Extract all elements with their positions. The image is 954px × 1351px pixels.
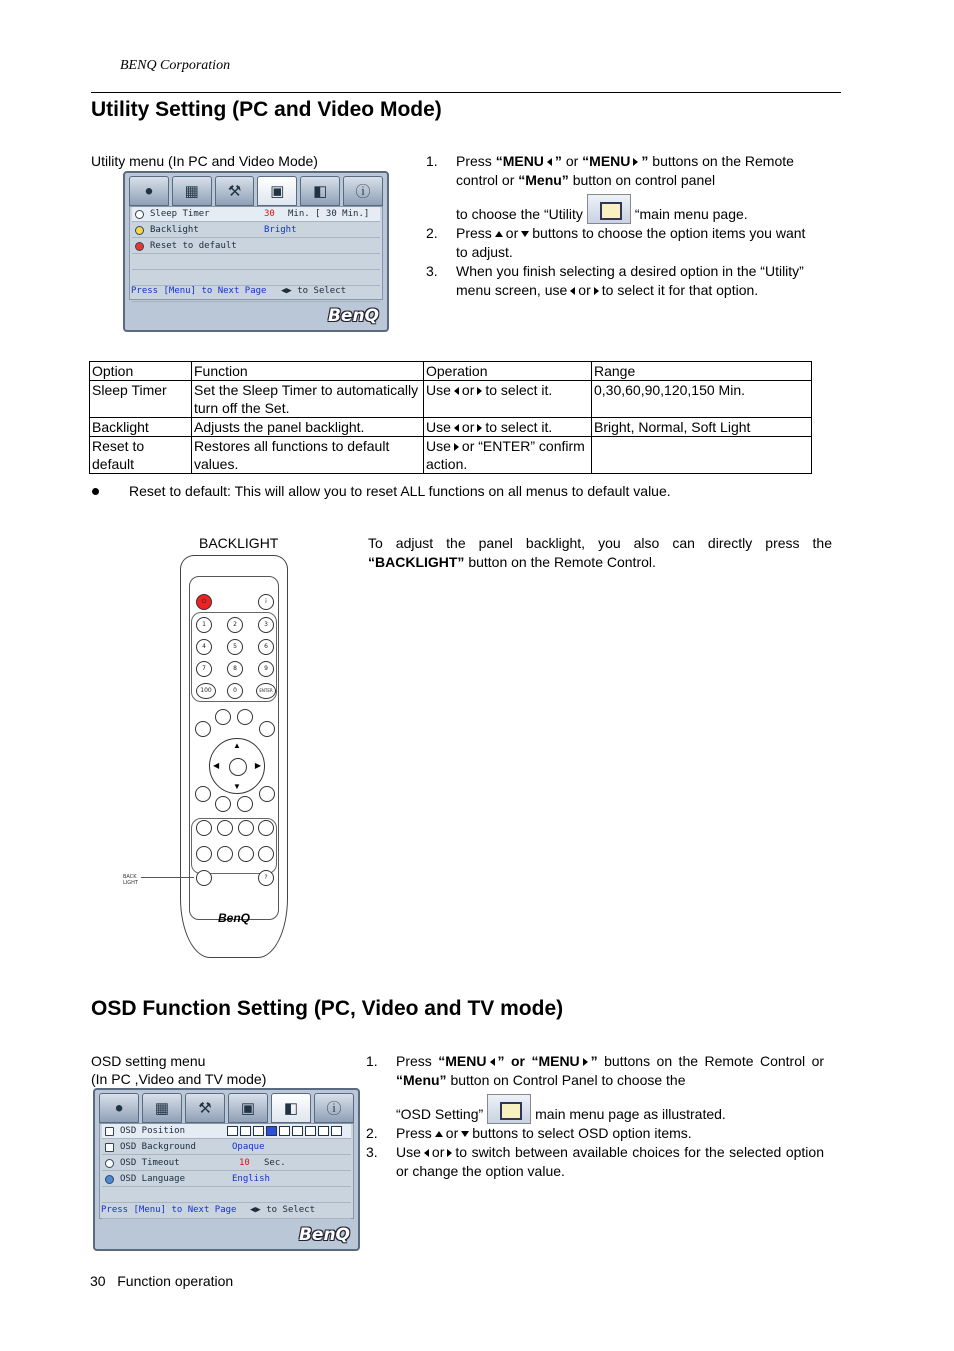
ch-up-button[interactable] — [195, 786, 211, 802]
background-icon — [105, 1143, 114, 1152]
color-icon: ● — [144, 182, 154, 200]
func-button-5[interactable] — [196, 846, 212, 862]
osd-row-empty — [102, 1188, 351, 1203]
callout-leader-line — [141, 877, 194, 878]
step-text: to switch between available choices for the selected option or change the option value. — [396, 1144, 824, 1179]
tab-color[interactable] — [99, 1093, 139, 1123]
up-arrow-icon — [435, 1131, 443, 1137]
osd-row-backlight[interactable] — [132, 223, 380, 238]
cell-text: Use — [426, 382, 451, 398]
osd-row-sleep-timer[interactable] — [132, 207, 380, 222]
left-arrow-icon — [570, 287, 575, 295]
adjust-icon: ⚒ — [198, 1100, 212, 1117]
header-rule — [91, 92, 841, 93]
step-bold: ” — [554, 153, 562, 169]
step-text: buttons on the Remote control or — [456, 153, 794, 188]
page-footer — [90, 1273, 233, 1289]
adjust-icon: ⚒ — [227, 183, 242, 200]
tab-info[interactable] — [314, 1093, 354, 1123]
menu-button[interactable] — [237, 709, 253, 725]
left-arrow-icon — [454, 387, 459, 395]
step-number: 3. — [366, 1144, 378, 1160]
step-text: Press — [396, 1125, 432, 1141]
osd-row-label: Sleep Timer — [150, 209, 210, 219]
menu-up-button[interactable] — [215, 709, 231, 725]
table-row — [90, 418, 812, 437]
utility-steps — [426, 152, 810, 300]
osd-step-2 — [366, 1124, 824, 1143]
step-text: “main menu page. — [634, 206, 748, 222]
key-6[interactable]: 6 — [258, 639, 274, 655]
dpad-left-icon[interactable]: ◀ — [213, 761, 220, 770]
bullet-text: Reset to default: This will allow you to reset ALL functions on all menus to default value. — [129, 483, 671, 499]
step-text: Press — [456, 153, 492, 169]
utility-icon: ▣ — [270, 183, 285, 200]
osd-row-label: Reset to default — [150, 241, 237, 251]
key-7[interactable]: 7 — [196, 661, 212, 677]
osd-row-value: 10 — [239, 1158, 250, 1168]
tab-color[interactable] — [129, 176, 169, 206]
osd-tabs — [99, 1093, 354, 1123]
tab-info[interactable] — [343, 176, 383, 206]
step-text: main menu page as illustrated. — [535, 1106, 726, 1122]
osd-row-label: OSD Position — [120, 1126, 186, 1136]
remote-benq-logo: BenQ — [217, 911, 250, 925]
table-cell: Reset to default — [90, 437, 192, 474]
osd-caption-2: (In PC ,Video and TV mode) — [91, 1071, 267, 1087]
table-header: Operation — [424, 362, 592, 381]
tab-osd[interactable] — [300, 176, 340, 206]
osd-caption-1: OSD setting menu — [91, 1053, 206, 1069]
bullet-dot — [92, 488, 99, 495]
utility-step-1 — [426, 152, 810, 224]
up-arrow-icon — [495, 231, 503, 237]
table-cell: Set the Sleep Timer to automatically turn off the Set. — [192, 381, 424, 418]
step-bold: “MENU — [495, 153, 544, 169]
pip-button[interactable] — [259, 786, 275, 802]
exit-button[interactable] — [259, 721, 275, 737]
right-arrow-icon — [477, 387, 482, 395]
utility-osd-menu — [123, 171, 389, 332]
dpad-down-icon[interactable]: ▼ — [233, 782, 241, 791]
benq-logo: BenQ — [298, 1225, 350, 1245]
power-button[interactable]: ⏻ — [196, 594, 212, 610]
table-cell: Bright, Normal, Soft Light — [592, 418, 812, 437]
cell-text: Use — [426, 438, 451, 454]
func-button-3[interactable] — [238, 820, 254, 836]
table-row — [90, 437, 812, 474]
osd-step-3 — [366, 1143, 824, 1181]
key-enter[interactable]: ENTER — [256, 683, 276, 699]
func-button-1[interactable] — [196, 820, 212, 836]
cell-text: to select it. — [485, 382, 553, 398]
right-arrow-icon — [447, 1149, 452, 1157]
table-cell: Sleep Timer — [90, 381, 192, 418]
step-number: 1. — [426, 153, 438, 169]
left-arrow-icon — [424, 1149, 429, 1157]
osd-icon: ◧ — [313, 183, 328, 200]
right-arrow-icon — [633, 158, 638, 166]
step-bold: ” — [641, 153, 649, 169]
info-icon: ⓘ — [326, 1100, 342, 1118]
position-icon — [105, 1127, 114, 1136]
step-number: 2. — [426, 225, 438, 241]
step-text: button on Control Panel to choose the — [450, 1072, 686, 1088]
key-1[interactable]: 1 — [196, 617, 212, 633]
osd-row-label: OSD Background — [120, 1142, 196, 1152]
footer-section: Function operation — [117, 1273, 234, 1289]
step-text: buttons on the Remote Control or — [604, 1053, 825, 1069]
osd-steps — [366, 1052, 824, 1181]
para-text: To adjust the panel backlight, you also can directly press the — [368, 535, 832, 551]
cell-text: Use — [426, 419, 451, 435]
utility-icon: ▣ — [240, 1100, 256, 1117]
help-button[interactable]: ? — [258, 870, 274, 886]
page-number: 30 — [90, 1273, 106, 1289]
color-icon: ● — [114, 1099, 124, 1117]
osd-row-value: Bright — [264, 225, 297, 235]
osd-row-timeout[interactable] — [102, 1156, 351, 1171]
osd-row-value: Opaque — [232, 1142, 265, 1152]
key-2[interactable]: 2 — [227, 617, 243, 633]
step-text: or — [578, 282, 591, 298]
osd-row-background[interactable] — [102, 1140, 351, 1155]
ch-button[interactable] — [215, 796, 231, 812]
utility-step-3 — [426, 262, 810, 300]
step-text: to choose the “Utility — [456, 206, 583, 222]
step-text: Press — [396, 1053, 432, 1069]
backlight-button[interactable] — [196, 870, 212, 886]
left-arrow-icon — [547, 158, 552, 166]
position-selector[interactable] — [227, 1126, 342, 1136]
clock-icon — [105, 1159, 114, 1168]
step-text: buttons to select OSD option items. — [472, 1125, 692, 1141]
osd-footer-select-label: to Select — [266, 1205, 316, 1215]
table-cell — [424, 418, 592, 437]
func-button-2[interactable] — [217, 820, 233, 836]
cell-text: or — [461, 382, 475, 398]
step-number: 1. — [366, 1053, 378, 1069]
freeze-button[interactable] — [258, 846, 274, 862]
osd-tabs — [129, 176, 383, 206]
para-bold: “BACKLIGHT” — [368, 554, 465, 570]
table-cell: 0,30,60,90,120,150 Min. — [592, 381, 812, 418]
step-bold: “MENU — [438, 1053, 487, 1069]
step-text: buttons to choose the option items you want to adjust. — [456, 225, 806, 260]
para-text: button on the Remote Control. — [468, 554, 656, 570]
osd-menu-icon — [487, 1094, 531, 1124]
step-bold: “MENU — [531, 1053, 580, 1069]
key-3[interactable]: 3 — [258, 617, 274, 633]
picture-icon: ▦ — [154, 1100, 170, 1117]
step-bold: “MENU — [582, 153, 631, 169]
step-text: Use — [396, 1144, 421, 1160]
tab-utility[interactable] — [257, 176, 297, 206]
osd-footer-select: ◀▶ to Select — [250, 1205, 316, 1215]
back-light-callout: BACK LIGHT — [123, 874, 138, 886]
key-8[interactable]: 8 — [227, 661, 243, 677]
step-text: button on control panel — [572, 172, 716, 188]
step-text: or — [445, 1125, 459, 1141]
osd-row-label: OSD Timeout — [120, 1158, 180, 1168]
globe-icon — [105, 1175, 114, 1184]
osd-row-empty — [132, 255, 380, 270]
right-arrow-icon — [594, 287, 599, 295]
step-text: or — [431, 1144, 445, 1160]
step-text: When you finish selecting a desired option in the “Utility” menu screen, use — [456, 263, 804, 298]
info-icon: ⓘ — [355, 183, 371, 201]
osd-row-value: English — [232, 1174, 270, 1184]
header-corp: BENQ Corporation — [120, 58, 231, 73]
utility-menu-icon — [587, 194, 631, 224]
step-line — [456, 194, 810, 224]
osd-row-language[interactable] — [102, 1172, 351, 1187]
osd-function-title: OSD Function Setting (PC, Video and TV mode) — [91, 997, 564, 1020]
tab-utility[interactable] — [228, 1093, 268, 1123]
osd-step-1 — [366, 1052, 824, 1124]
step-text: or — [505, 225, 519, 241]
key-0[interactable]: 0 — [227, 683, 243, 699]
table-cell — [424, 437, 592, 474]
cell-text: to select it. — [485, 419, 553, 435]
step-bold: “Menu” — [396, 1072, 447, 1088]
osd-row-reset[interactable] — [132, 239, 380, 254]
table-row — [90, 381, 812, 418]
osd-footer-select-label: to Select — [297, 286, 347, 296]
key-5[interactable]: 5 — [227, 639, 243, 655]
key-100[interactable]: 100 — [196, 683, 216, 699]
dpad-enter-button[interactable] — [229, 758, 247, 776]
table-cell: Restores all functions to default values. — [192, 437, 424, 474]
clock-icon — [135, 210, 144, 219]
picture-icon: ▦ — [184, 183, 199, 200]
osd-footer-hint: Press [Menu] to Next Page — [131, 286, 267, 296]
source-button[interactable] — [195, 721, 211, 737]
key-9[interactable]: 9 — [258, 661, 274, 677]
osd-setting-menu — [93, 1088, 360, 1251]
table-cell: Backlight — [90, 418, 192, 437]
remote-control — [180, 555, 288, 958]
backlight-label: BACKLIGHT — [199, 535, 279, 551]
bulb-icon — [135, 226, 144, 235]
utility-options-table — [89, 361, 812, 474]
table-header: Option — [90, 362, 192, 381]
left-arrow-icon — [454, 424, 459, 432]
step-text: Press — [456, 225, 492, 241]
step-text: “OSD Setting” — [396, 1106, 484, 1122]
table-cell — [592, 437, 812, 474]
step-number: 2. — [366, 1125, 378, 1141]
osd-row-position[interactable] — [102, 1124, 351, 1139]
osd-row-label: Backlight — [150, 225, 199, 235]
step-line — [396, 1094, 824, 1124]
reset-icon — [135, 242, 144, 251]
step-number: 3. — [426, 263, 438, 279]
cell-text: or “ENTER” confirm action. — [426, 438, 585, 472]
tab-adjust[interactable] — [215, 176, 255, 206]
table-cell — [424, 381, 592, 418]
table-header-row — [90, 362, 812, 381]
right-arrow-icon — [583, 1058, 588, 1066]
dpad-up-icon[interactable]: ▲ — [233, 741, 241, 750]
step-bold: “Menu” — [518, 172, 569, 188]
right-arrow-icon — [477, 424, 482, 432]
osd-icon: ◧ — [283, 1100, 299, 1117]
down-arrow-icon — [461, 1131, 469, 1137]
osd-row-label: OSD Language — [120, 1174, 186, 1184]
tab-adjust[interactable] — [185, 1093, 225, 1123]
osd-row-value: 30 — [264, 209, 275, 219]
step-text: or — [565, 153, 579, 169]
cell-text: or — [461, 419, 475, 435]
table-header: Function — [192, 362, 424, 381]
osd-row-empty — [132, 271, 380, 286]
table-cell: Adjusts the panel backlight. — [192, 418, 424, 437]
down-arrow-icon — [521, 231, 529, 237]
left-arrow-icon — [490, 1058, 495, 1066]
backlight-paragraph — [368, 534, 832, 572]
osd-row-unit: Sec. — [264, 1158, 286, 1168]
aspect-button[interactable] — [238, 846, 254, 862]
utility-step-2 — [426, 224, 810, 262]
table-header: Range — [592, 362, 812, 381]
step-bold: ” — [590, 1053, 598, 1069]
step-text: to select it for that option. — [601, 282, 759, 298]
tab-osd[interactable] — [271, 1093, 311, 1123]
osd-footer-select: ◀▶ to Select — [281, 286, 347, 296]
sleep-button[interactable] — [217, 846, 233, 862]
dpad[interactable] — [209, 738, 265, 794]
tab-picture[interactable] — [172, 176, 212, 206]
benq-logo: BenQ — [327, 306, 379, 326]
osd-row-unit: Min. [ 30 Min.] — [288, 209, 370, 219]
step-bold: ” or — [497, 1053, 525, 1069]
dpad-right-icon[interactable]: ▶ — [254, 761, 261, 770]
right-arrow-icon — [454, 443, 459, 451]
utility-title: Utility Setting (PC and Video Mode) — [91, 98, 442, 121]
utility-caption: Utility menu (In PC and Video Mode) — [91, 153, 318, 169]
info-button[interactable]: i — [258, 594, 274, 610]
osd-footer-hint: Press [Menu] to Next Page — [101, 1205, 237, 1215]
key-4[interactable]: 4 — [196, 639, 212, 655]
vol-button[interactable] — [237, 796, 253, 812]
tab-picture[interactable] — [142, 1093, 182, 1123]
mute-button[interactable] — [258, 820, 274, 836]
